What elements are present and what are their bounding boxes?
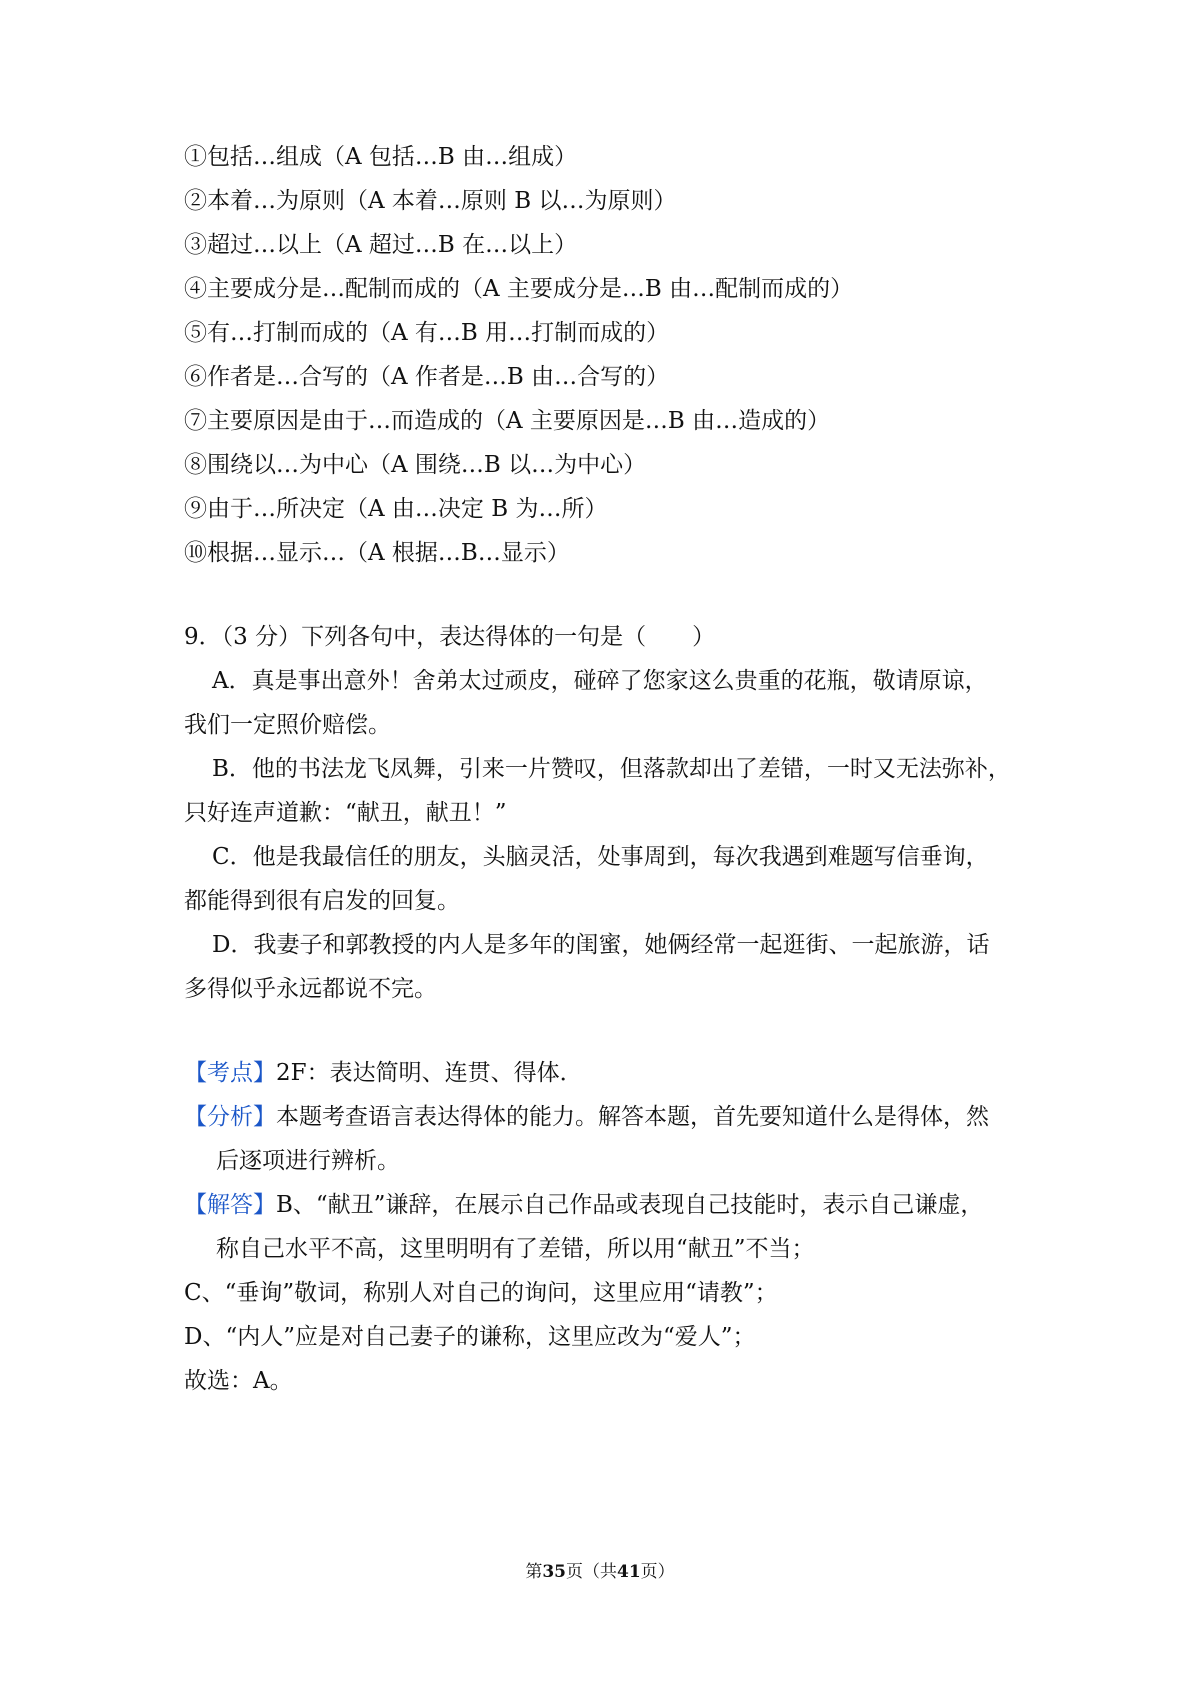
jieda-text: B、“献丑”谦辞，在展示自己作品或表现自己技能时，表示自己谦虚， bbox=[276, 1192, 984, 1218]
option-b-line2: 只好连声道歉：“献丑，献丑！” bbox=[184, 800, 507, 826]
footer-middle: 页（共 bbox=[566, 1562, 617, 1582]
fenxi-line2: 后逐项进行辨析。 bbox=[216, 1148, 400, 1174]
pattern-line: ②本着…为原则（A 本着…原则 B 以…为原则） bbox=[184, 188, 677, 214]
fenxi-text: 本题考查语言表达得体的能力。解答本题，首先要知道什么是得体，然 bbox=[276, 1104, 989, 1130]
option-a-line2: 我们一定照价赔偿。 bbox=[184, 712, 391, 738]
option-c-line2: 都能得到很有启发的回复。 bbox=[184, 888, 460, 914]
page-footer bbox=[0, 1560, 1200, 1584]
fenxi-line1 bbox=[184, 1100, 989, 1134]
total-pages: 41 bbox=[617, 1562, 641, 1582]
pattern-line: ⑧围绕以…为中心（A 围绕…B 以…为中心） bbox=[184, 452, 647, 478]
footer-suffix: 页） bbox=[640, 1562, 675, 1582]
kaodian-text: 2F：表达简明、连贯、得体． bbox=[276, 1060, 583, 1086]
option-d-line1: D．我妻子和郭教授的内人是多年的闺蜜，她俩经常一起逛街、一起旅游，话 bbox=[212, 932, 990, 958]
pattern-line: ⑩根据…显示…（A 根据…B…显示） bbox=[184, 540, 570, 566]
pattern-line: ⑨由于…所决定（A 由…决定 B 为…所） bbox=[184, 496, 608, 522]
option-b-line1: B．他的书法龙飞凤舞，引来一片赞叹，但落款却出了差错，一时又无法弥补， bbox=[212, 756, 1011, 782]
explanation-c: C、“垂询”敬词，称别人对自己的询问，这里应用“请教”； bbox=[184, 1280, 778, 1306]
page-number: 35 bbox=[542, 1562, 566, 1582]
pattern-line: ③超过…以上（A 超过…B 在…以上） bbox=[184, 232, 578, 258]
jieda-tag: 【解答】 bbox=[184, 1192, 276, 1218]
pattern-line: ⑦主要原因是由于…而造成的（A 主要原因是…B 由…造成的） bbox=[184, 408, 831, 434]
option-c-line1: C．他是我最信任的朋友，头脑灵活，处事周到，每次我遇到难题写信垂询， bbox=[212, 844, 989, 870]
fenxi-tag: 【分析】 bbox=[184, 1104, 276, 1130]
option-a-line1: A．真是事出意外！舍弟太过顽皮，碰碎了您家这么贵重的花瓶，敬请原谅， bbox=[212, 668, 988, 694]
option-d-line2: 多得似乎永远都说不完。 bbox=[184, 976, 437, 1002]
jieda-line1 bbox=[184, 1188, 983, 1222]
footer-prefix: 第 bbox=[525, 1562, 543, 1582]
explanation-d: D、“内人”应是对自己妻子的谦称，这里应改为“爱人”； bbox=[184, 1324, 756, 1350]
conclusion: 故选：A。 bbox=[184, 1368, 293, 1394]
pattern-line: ①包括…组成（A 包括…B 由…组成） bbox=[184, 144, 578, 170]
pattern-line: ⑥作者是…合写的（A 作者是…B 由…合写的） bbox=[184, 364, 670, 390]
pattern-line: ④主要成分是…配制而成的（A 主要成分是…B 由…配制而成的） bbox=[184, 276, 854, 302]
question-stem: 9．（3 分）下列各句中，表达得体的一句是（ ） bbox=[184, 624, 716, 650]
pattern-line: ⑤有…打制而成的（A 有…B 用…打制而成的） bbox=[184, 320, 670, 346]
kaodian-line bbox=[184, 1056, 583, 1090]
kaodian-tag: 【考点】 bbox=[184, 1060, 276, 1086]
jieda-line2: 称自己水平不高，这里明明有了差错，所以用“献丑”不当； bbox=[216, 1236, 815, 1262]
